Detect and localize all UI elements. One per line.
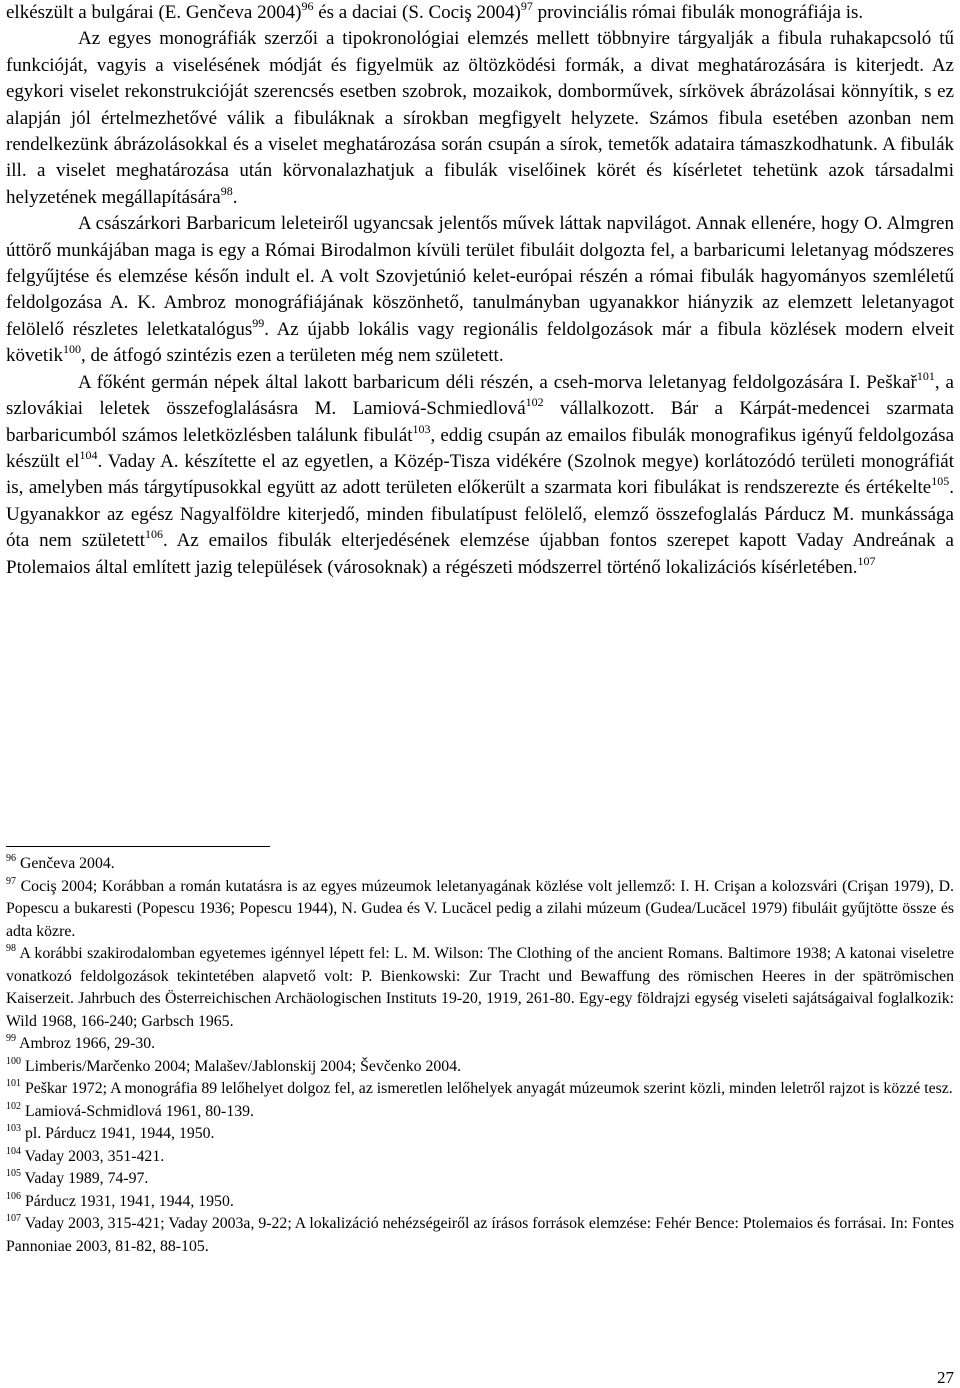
footnote-reference[interactable]: 102 [525, 395, 544, 410]
paragraph-text: A császárkori Barbaricum leleteiről ugyancsak jelentős művek láttak napvilágot. Annak ellenére, hogy O. Almgren úttörő munkájában maga is egy a Római Birodalmon kívüli terület fibuláit dolgozta fel, a barbaricumi leletanyag módszeres felgyűjtése és elemzése későn indult el. A volt Szovjetúnió kelet-európai részén a római fibulák hagyományos szemléletű feldolgozása A. K. Ambroz monográfiájának köszönhető, tanulmányban ugyanakkor hiányzik az elemzett leletanyagot felölelő részletes leletkatalógus [6, 213, 954, 340]
footnote-text: Vaday 2003, 351-421. [21, 1147, 165, 1165]
footnote [6, 876, 954, 944]
footnote-number: 103 [6, 1123, 21, 1134]
footnote-reference[interactable]: 100 [63, 342, 81, 357]
footnote-reference[interactable]: 107 [857, 553, 876, 568]
footnote-text: A korábbi szakirodalomban egyetemes igénnyel lépett fel: L. M. Wilson: The Clothing of the ancient Romans. Baltimore 1938; A katonai viseletre vonatkozó feldolgozások tekintetében alapvető volt: P. Bienkowski: Zur Tracht und Bewaffung des römischen Heeres in der spätrömischen Kaiserzeit. Jahrbuch des Österreichischen Archäologischen Instituts 19-20, 1919, 261-80. Egy-egy földrajzi egység viseleti sajátságaival foglalkozik: Wild 1968, 166-240; Garbsch 1965. [6, 945, 954, 1030]
paragraph-text: , a szlovákiai leletek összefoglalásásra M. Lamiová-Schmiedlová [6, 371, 954, 420]
footnote-text: Limberis/Marčenko 2004; Malašev/Jablonskij 2004; Ševčenko 2004. [21, 1057, 462, 1075]
paragraph-text: és a daciai (S. Cociş 2004) [313, 2, 521, 23]
footnote-number: 99 [6, 1033, 16, 1044]
footnote-reference[interactable]: 105 [931, 474, 950, 489]
footnote-text: Lamiová-Schmidlová 1961, 80-139. [21, 1102, 254, 1120]
paragraph-text: . [232, 186, 238, 208]
footnote-number: 97 [6, 875, 16, 887]
footnote-number: 105 [6, 1168, 21, 1179]
footnote [6, 853, 954, 876]
footnote-reference[interactable]: 98 [220, 183, 233, 198]
paragraph-text: , eddig csupán az emailos fibulák monografikus igényű feldolgozása készült el [6, 424, 954, 472]
footnote-text: Cociş 2004; Korábban a román kutatásra is az egyes múzeumok leletanyagának közlése volt jellemző: I. H. Crişan a kolozsvári (Crişan 1979), D. Popescu a bukaresti (Popescu 1936; Popescu 1944), N. Gudea és V. Lucăcel pedig a zilahi múzeum (Gudea/Lucăcel 1979) fibuláit gyűjtötte össze és adta közre. [6, 877, 954, 940]
footnote-number: 98 [6, 943, 16, 954]
paragraph-text: . Vaday A. készítette el az egyetlen, a Közép-Tisza vidékére (Szolnok megye) korlátozódó területi monográfiát is, amelyben más tárgytípusokkal együtt az adott területen előkerült a szarmata kori fibulákat is rendszerezte és értékelte [6, 450, 954, 499]
footnote-reference[interactable]: 103 [412, 421, 431, 436]
footnote-reference[interactable]: 104 [79, 447, 98, 462]
footnote-number: 107 [6, 1213, 21, 1224]
footnote [6, 1213, 954, 1258]
footnote-number: 106 [6, 1190, 21, 1202]
paragraph-text: vállalkozott. Bár a Kárpát-medencei szarmata barbaricumból számos leletközlésben találunk fibulát [6, 398, 954, 446]
footnote-text: Vaday 2003, 315-421; Vaday 2003a, 9-22; A lokalizáció nehézségeiről az írásos források elemzése: Fehér Bence: Ptolemaios és forrásai. In: Fontes Pannoniae 2003, 81-82, 88-105. [6, 1215, 954, 1255]
paragraph [6, 211, 954, 369]
footnote-reference[interactable]: 96 [301, 0, 314, 13]
footnote-number: 104 [6, 1145, 21, 1157]
footnotes [6, 853, 954, 1258]
footnote-number: 100 [6, 1055, 21, 1067]
paragraph-text: . Az újabb lokális vagy regionális feldolgozások már a fibula közlések modern elveit követik [6, 318, 954, 367]
footnote [6, 1078, 954, 1101]
paragraph-text: , de átfogó szintézis ezen a területen még nem született. [81, 345, 504, 367]
footnote-reference[interactable]: 99 [252, 315, 265, 330]
footnote-text: Genčeva 2004. [16, 855, 115, 872]
footnote [6, 1168, 954, 1191]
footnote [6, 1146, 954, 1169]
footnote [6, 943, 954, 1033]
paragraph-text: A főként germán népek által lakott barbaricum déli részén, a cseh-morva leletanyag feldolgozására I. Peškař [78, 371, 917, 393]
footnote-separator [6, 846, 270, 847]
paragraph-text: provinciális római fibulák monográfiája is. [532, 2, 864, 23]
paragraph-text: elkészült a bulgárai (E. Genčeva 2004) [6, 2, 302, 23]
footnote [6, 1056, 954, 1079]
paragraph-text: . Ugyanakkor az egész Nagyalföldre kiterjedő, minden fibulatípust felölelő, elemző összefoglalás Párducz M. munkássága óta nem született [6, 477, 954, 552]
footnote-reference[interactable]: 101 [916, 368, 935, 383]
footnote-number: 101 [6, 1078, 21, 1089]
paragraph-text: Az egyes monográfiák szerzői a tipokronológiai elemzés mellett többnyire tárgyalják a fibula ruhakapcsoló tű funkcióját, vagyis a viselésének módját és figyelmük az öltözködési formák, a divat meghatározására is kiterjedt. Az egykori viselet rekonstrukcióját szerencsés esetben szobrok, mozaikok, domborművek, sírkövek ábrázolásai könnyítik, s ez alapján jól értelmezhetővé válik a fibuláknak a sírokban megfigyelt helyzete. Számos fibula esetében azonban nem rendelkezünk ábrázolásokkal és a viselet meghatározása során csupán a sírok, temetők adataira támaszkodhatunk. A fibulák ill. a viselet meghatározása után körvonalazhatjuk a fibulák viselőinek körét és kísérletet tehetünk azok társadalmi helyzetének megállapítására [6, 28, 954, 208]
footnote-reference[interactable]: 97 [520, 0, 533, 13]
footnote-text: Párducz 1931, 1941, 1944, 1950. [21, 1192, 234, 1210]
footnote [6, 1191, 954, 1214]
footnote [6, 1101, 954, 1124]
footnote-text: Peškar 1972; A monográfia 89 lelőhelyet dolgoz fel, az ismeretlen lelőhelyek anyagát múzeumok szerint közli, minden leletről rajzot is közzé tesz. [21, 1080, 953, 1097]
footnote-number: 96 [6, 853, 16, 864]
footnote-text: pl. Párducz 1941, 1944, 1950. [21, 1125, 215, 1142]
page-number: 27 [937, 1368, 954, 1387]
footnote [6, 1033, 954, 1056]
footnote-text: Vaday 1989, 74-97. [21, 1170, 149, 1187]
footnote-reference[interactable]: 106 [145, 527, 164, 542]
footnote-number: 102 [6, 1100, 21, 1112]
footnote [6, 1123, 954, 1146]
body-text [6, 0, 954, 581]
paragraph [6, 26, 954, 211]
paragraph [6, 370, 954, 581]
footnote-text: Ambroz 1966, 29-30. [16, 1035, 156, 1052]
paragraph [6, 0, 954, 26]
paragraph-text: . Az emailos fibulák elterjedésének elemzése újabban fontos szerepet kapott Vaday Andreának a Ptolemaios által említett jazig települések (városoknak) a régészeti módszerrel történő lokalizációs kísérletében. [6, 530, 954, 578]
